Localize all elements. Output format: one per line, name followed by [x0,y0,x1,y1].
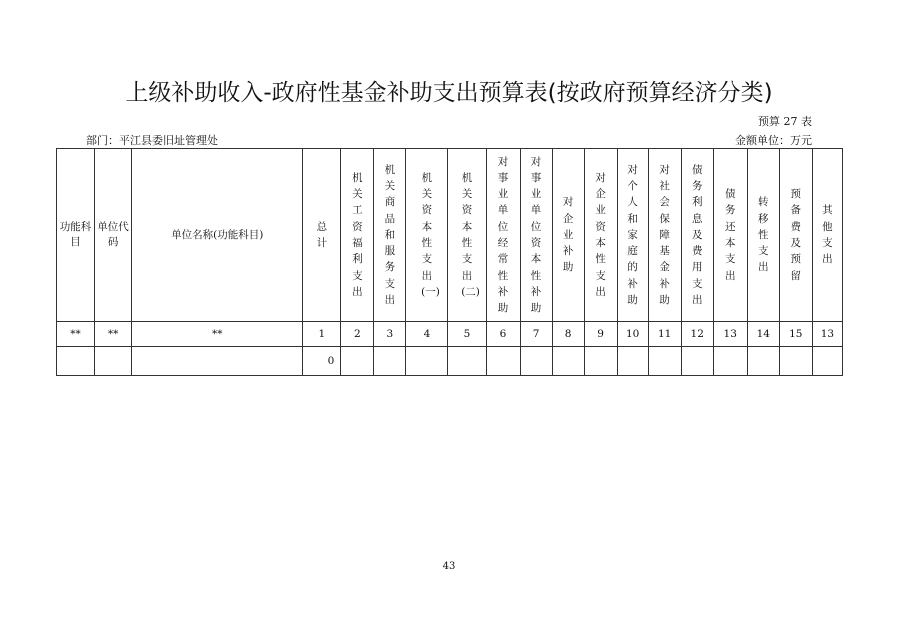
code-cell: 8 [552,322,584,347]
data-cell [747,347,779,376]
data-cell [648,347,681,376]
data-cell [520,347,552,376]
header-total: 总计 [303,149,341,322]
data-cell [341,347,374,376]
code-cell: 3 [374,322,406,347]
table-row [57,347,843,376]
code-cell: 11 [648,322,681,347]
header-col-2: 机关工资福利支出 [341,149,374,322]
data-cell [584,347,617,376]
data-cell [448,347,486,376]
data-cell [713,347,747,376]
header-col-9: 对企业资本性支出 [584,149,617,322]
header-unit-name: 单位名称(功能科目) [132,149,303,322]
header-col-7: 对事业单位资本性补助 [520,149,552,322]
header-col-12: 债务利息及费用支出 [681,149,713,322]
page-title: 上级补助收入-政府性基金补助支出预算表(按政府预算经济分类) [125,80,773,106]
header-col-15: 预备费及预留 [779,149,812,322]
header-col-8: 对企业补助 [552,149,584,322]
header-col-16: 其他支出 [812,149,842,322]
code-cell: ** [95,322,132,347]
header-col-3: 机关商品和服务支出 [374,149,406,322]
data-cell [552,347,584,376]
header-col-11: 对社会保障基金补助 [648,149,681,322]
code-cell: 15 [779,322,812,347]
amount-unit-label: 金额单位：万元 [735,134,812,147]
data-cell [779,347,812,376]
header-unit-code: 单位代码 [95,149,132,322]
header-col-4: 机关资本性支出(一) [406,149,448,322]
code-cell: 12 [681,322,713,347]
code-cell: 9 [584,322,617,347]
header-col-13: 债务还本支出 [713,149,747,322]
data-cell-total: 0 [303,347,341,376]
header-col-10: 对个人和家庭的补助 [617,149,648,322]
data-cell [486,347,520,376]
data-cell [95,347,132,376]
code-cell: ** [57,322,95,347]
code-cell: 14 [747,322,779,347]
data-cell [681,347,713,376]
page-number: 43 [442,561,456,572]
header-col-14: 转移性支出 [747,149,779,322]
header-col-6: 对事业单位经常性补助 [486,149,520,322]
code-cell: 2 [341,322,374,347]
header-func-subject: 功能科目 [57,149,95,322]
code-cell: ** [132,322,303,347]
header-row [57,149,843,322]
department-label: 部门：平江县委旧址管理处 [86,134,218,147]
data-cell [812,347,842,376]
code-row [57,322,843,347]
code-cell: 6 [486,322,520,347]
code-cell: 10 [617,322,648,347]
data-cell [132,347,303,376]
data-cell [57,347,95,376]
header-col-5: 机关资本性支出(二) [448,149,486,322]
code-cell: 5 [448,322,486,347]
budget-table [56,148,843,376]
data-cell [406,347,448,376]
code-cell: 13 [713,322,747,347]
form-number: 预算 27 表 [758,115,812,128]
data-cell [617,347,648,376]
code-cell: 7 [520,322,552,347]
code-cell: 1 [303,322,341,347]
code-cell: 4 [406,322,448,347]
code-cell: 13 [812,322,842,347]
data-cell [374,347,406,376]
